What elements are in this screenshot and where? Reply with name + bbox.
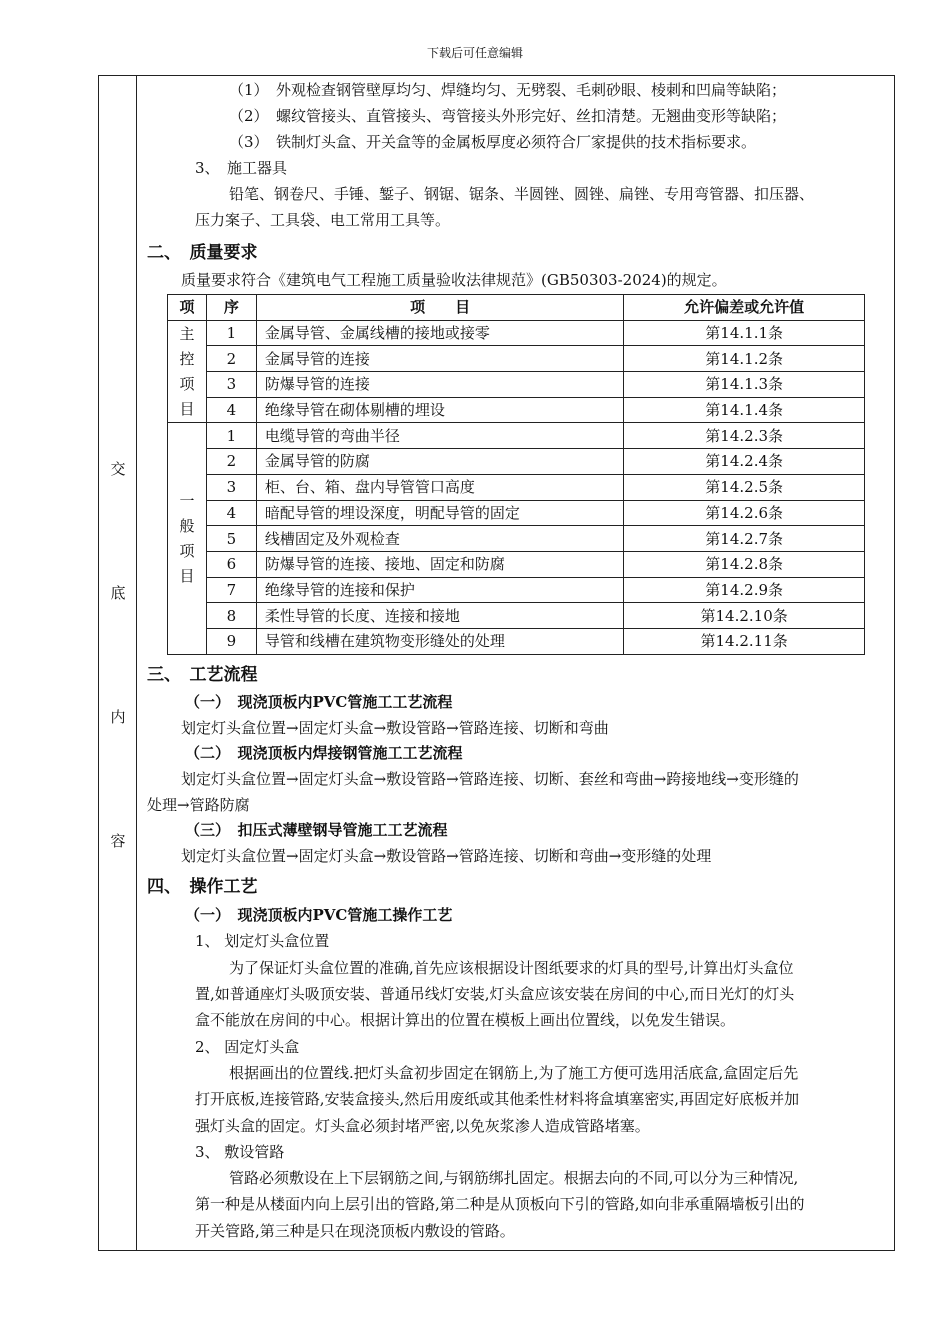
subsection-title: （二） 现浇顶板内焊接钢管施工工艺流程 — [185, 744, 463, 762]
flow-text: 划定灯头盒位置→固定灯头盒→敷设管路→管路连接、切断和弯曲 — [181, 719, 609, 737]
quality-intro: 质量要求符合《建筑电气工程施工质量验收法律规范》(GB50303-2024)的规定。 — [181, 271, 727, 289]
table-row — [168, 603, 865, 629]
row-value: 第14.2.8条 — [624, 551, 865, 577]
row-number: 7 — [206, 577, 256, 603]
main-control-category: 主 控 项 目 — [168, 320, 207, 423]
table-header: 序 — [206, 295, 256, 321]
row-item: 防爆导管的连接 — [256, 372, 623, 398]
side-label-char: 内 — [110, 708, 126, 726]
side-label-column — [99, 76, 137, 1250]
step-text: 盒不能放在房间的中心。根据计算出的位置在模板上画出位置线，以免发生错误。 — [195, 1011, 736, 1029]
row-number: 4 — [206, 397, 256, 423]
table-header: 允许偏差或允许值 — [624, 295, 865, 321]
step-text: 为了保证灯头盒位置的准确,首先应该根据设计图纸要求的灯具的型号,计算出灯头盒位 — [229, 959, 794, 977]
disclosure-content — [137, 76, 894, 1250]
table-row — [168, 526, 865, 552]
row-value: 第14.1.1条 — [624, 320, 865, 346]
row-item: 金属导管、金属线槽的接地或接零 — [256, 320, 623, 346]
row-item: 电缆导管的弯曲半径 — [256, 423, 623, 449]
side-label-char: 容 — [110, 832, 126, 850]
table-row — [168, 449, 865, 475]
row-item: 绝缘导管的连接和保护 — [256, 577, 623, 603]
step-text: 管路必须敷设在上下层钢筋之间,与钢筋绑扎固定。根据去向的不同,可以分为三种情况, — [229, 1169, 799, 1187]
row-number: 2 — [206, 449, 256, 475]
table-row — [168, 346, 865, 372]
inspection-line: （1） 外观检查钢管壁厚均匀、焊缝均匀、无劈裂、毛刺砂眼、棱刺和凹扁等缺陷； — [229, 81, 787, 99]
section-heading: 四、 操作工艺 — [147, 877, 258, 897]
step-text: 打开底板,连接管路,安装盒接头,然后用废纸或其他柔性材料将盒填塞密实,再固定好底板并加 — [195, 1090, 800, 1108]
row-item: 暗配导管的埋设深度，明配导管的固定 — [256, 500, 623, 526]
table-row — [168, 423, 865, 449]
section-heading: 三、 工艺流程 — [147, 665, 258, 685]
table-row — [168, 577, 865, 603]
tools-text: 压力案子、工具袋、电工常用工具等。 — [195, 211, 451, 229]
row-number: 5 — [206, 526, 256, 552]
step-text: 强灯头盒的固定。灯头盒必须封堵严密,以免灰浆渗人造成管路堵塞。 — [195, 1117, 650, 1135]
table-row — [168, 372, 865, 398]
row-item: 线槽固定及外观检查 — [256, 526, 623, 552]
row-number: 8 — [206, 603, 256, 629]
row-value: 第14.2.9条 — [624, 577, 865, 603]
general-category: 一 般 项 目 — [168, 423, 207, 654]
table-row — [168, 320, 865, 346]
row-value: 第14.2.10条 — [624, 603, 865, 629]
row-item: 导管和线槽在建筑物变形缝处的处理 — [256, 628, 623, 654]
subsection-title: （三） 扣压式薄壁钢导管施工工艺流程 — [185, 821, 448, 839]
row-number: 1 — [206, 423, 256, 449]
table-row — [168, 474, 865, 500]
row-value: 第14.1.2条 — [624, 346, 865, 372]
flow-text: 划定灯头盒位置→固定灯头盒→敷设管路→管路连接、切断、套丝和弯曲→跨接地线→变形缝的 — [181, 770, 799, 788]
flow-text: 处理→管路防腐 — [147, 796, 250, 814]
table-row — [168, 500, 865, 526]
inspection-line: （2） 螺纹管接头、直管接头、弯管接头外形完好、丝扣清楚。无翘曲变形等缺陷； — [229, 107, 787, 125]
row-number: 9 — [206, 628, 256, 654]
row-item: 柜、台、箱、盘内导管管口高度 — [256, 474, 623, 500]
disclosure-frame — [98, 75, 895, 1251]
row-value: 第14.1.3条 — [624, 372, 865, 398]
row-value: 第14.2.7条 — [624, 526, 865, 552]
flow-text: 划定灯头盒位置→固定灯头盒→敷设管路→管路连接、切断和弯曲→变形缝的处理 — [181, 847, 712, 865]
row-number: 3 — [206, 474, 256, 500]
row-number: 3 — [206, 372, 256, 398]
row-item: 金属导管的防腐 — [256, 449, 623, 475]
subsection-title: （一） 现浇顶板内PVC管施工操作工艺 — [185, 906, 453, 924]
tools-text: 铅笔、钢卷尺、手锤、錾子、钢锯、锯条、半圆锉、圆锉、扁锉、专用弯管器、扣压器、 — [229, 185, 815, 203]
step-text: 根据画出的位置线.把灯头盒初步固定在钢筋上,为了施工方便可选用活底盒,盒固定后先 — [229, 1064, 799, 1082]
step-text: 第一种是从楼面内向上层引出的管路,第二种是从顶板向下引的管路,如向非承重隔墙板引出的 — [195, 1195, 805, 1213]
step-text: 置,如普通座灯头吸顶安装、普通吊线灯安装,灯头盒应该安装在房间的中心,而日光灯的灯头 — [195, 985, 795, 1003]
side-label-char: 交 — [110, 460, 126, 478]
row-item: 柔性导管的长度、连接和接地 — [256, 603, 623, 629]
inspection-line: （3） 铁制灯头盒、开关盒等的金属板厚度必须符合厂家提供的技术指标要求。 — [229, 133, 757, 151]
header-note: 下载后可任意编辑 — [426, 46, 523, 60]
row-value: 第14.2.3条 — [624, 423, 865, 449]
row-item: 绝缘导管在砌体剔槽的埋设 — [256, 397, 623, 423]
subsection-title: （一） 现浇顶板内PVC管施工工艺流程 — [185, 693, 453, 711]
table-header: 项 目 — [256, 295, 623, 321]
row-value: 第14.2.4条 — [624, 449, 865, 475]
row-number: 1 — [206, 320, 256, 346]
row-value: 第14.2.6条 — [624, 500, 865, 526]
table-row — [168, 551, 865, 577]
table-row — [168, 397, 865, 423]
step-title: 1、 划定灯头盒位置 — [195, 932, 330, 950]
side-label-char: 底 — [110, 584, 126, 602]
step-title: 2、 固定灯头盒 — [195, 1038, 300, 1056]
section-heading: 二、 质量要求 — [147, 243, 258, 263]
row-item: 金属导管的连接 — [256, 346, 623, 372]
quality-table — [167, 294, 865, 655]
step-text: 开关管路,第三种是只在现浇顶板内敷设的管路。 — [195, 1222, 515, 1240]
table-header-row — [168, 295, 865, 321]
row-value: 第14.1.4条 — [624, 397, 865, 423]
table-header: 项 — [168, 295, 207, 321]
row-value: 第14.2.11条 — [624, 628, 865, 654]
row-value: 第14.2.5条 — [624, 474, 865, 500]
table-row — [168, 628, 865, 654]
row-item: 防爆导管的连接、接地、固定和防腐 — [256, 551, 623, 577]
row-number: 2 — [206, 346, 256, 372]
row-number: 4 — [206, 500, 256, 526]
step-title: 3、 敷设管路 — [195, 1143, 285, 1161]
tools-heading: 3、 施工器具 — [195, 159, 288, 177]
row-number: 6 — [206, 551, 256, 577]
